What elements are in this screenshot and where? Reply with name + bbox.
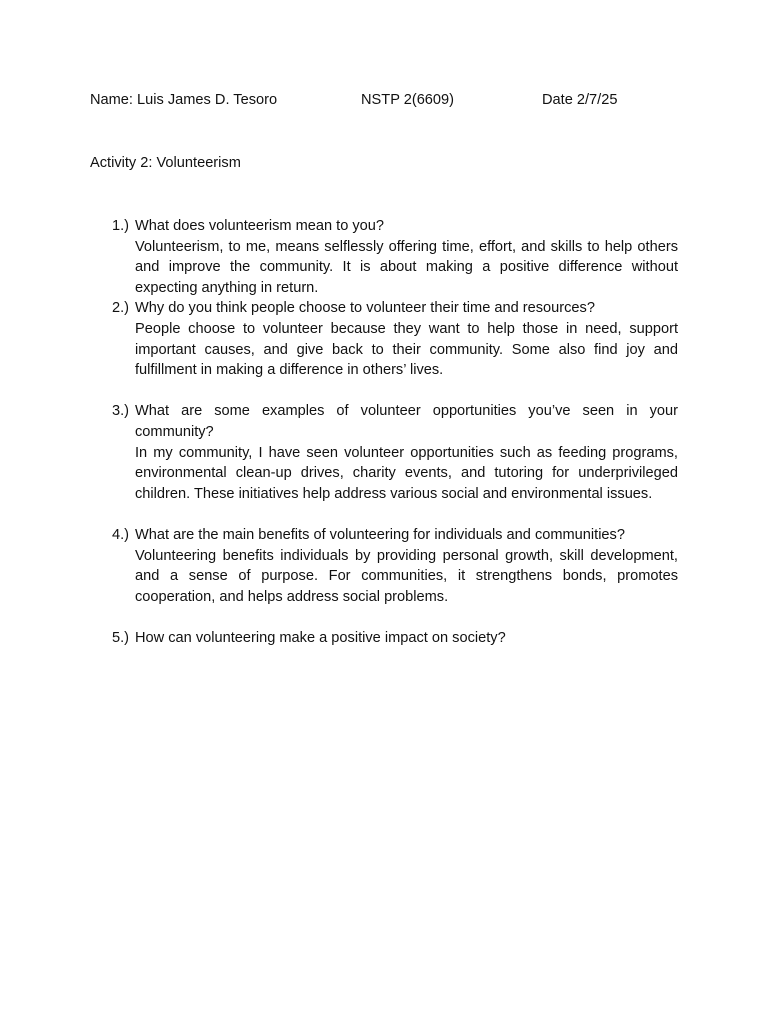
question-item-1 bbox=[112, 216, 678, 298]
question-number: 3.) bbox=[112, 403, 130, 420]
question-item-2 bbox=[112, 298, 678, 380]
question-item-3 bbox=[112, 401, 678, 504]
student-name: Name: Luis James D. Tesoro bbox=[90, 92, 278, 108]
question-item-4 bbox=[112, 525, 678, 607]
course-code: NSTP 2(6609) bbox=[361, 92, 455, 108]
answer-text: Volunteering benefits individuals by providing personal growth, skill development, and a sense of purpose. For communities, it strengthens bonds, promotes cooperation, and helps address social problems. bbox=[135, 547, 678, 605]
answer-text: In my community, I have seen volunteer opportunities such as feeding programs, environmental clean-up drives, charity events, and tutoring for underprivileged children. These initiatives help address various social and environmental issues. bbox=[135, 444, 678, 502]
activity-title: Activity 2: Volunteerism bbox=[90, 155, 241, 171]
date: Date 2/7/25 bbox=[542, 92, 618, 108]
answer-text: People choose to volunteer because they want to help those in need, support important causes, and give back to their community. Some also find joy and fulfillment in making a difference in others’ lives. bbox=[135, 320, 678, 379]
question-number: 1.) bbox=[112, 218, 130, 234]
header-line bbox=[90, 92, 678, 112]
question-text: Why do you think people choose to volunteer their time and resources? bbox=[135, 300, 595, 317]
answer-text: Volunteerism, to me, means selflessly offering time, effort, and skills to help others and improve the community. It is about making a positive difference without expecting anything in return. bbox=[135, 238, 678, 296]
question-text: How can volunteering make a positive impact on society? bbox=[135, 629, 506, 646]
question-number: 2.) bbox=[112, 300, 130, 317]
question-text: What are the main benefits of volunteering for individuals and communities? bbox=[135, 526, 625, 543]
question-text: What does volunteerism mean to you? bbox=[135, 218, 385, 234]
question-number: 4.) bbox=[112, 526, 130, 543]
question-list bbox=[112, 216, 678, 648]
question-number: 5.) bbox=[112, 629, 130, 646]
question-item-5 bbox=[112, 628, 678, 649]
question-text: What are some examples of volunteer opportunities you’ve seen in your community? bbox=[135, 403, 678, 440]
